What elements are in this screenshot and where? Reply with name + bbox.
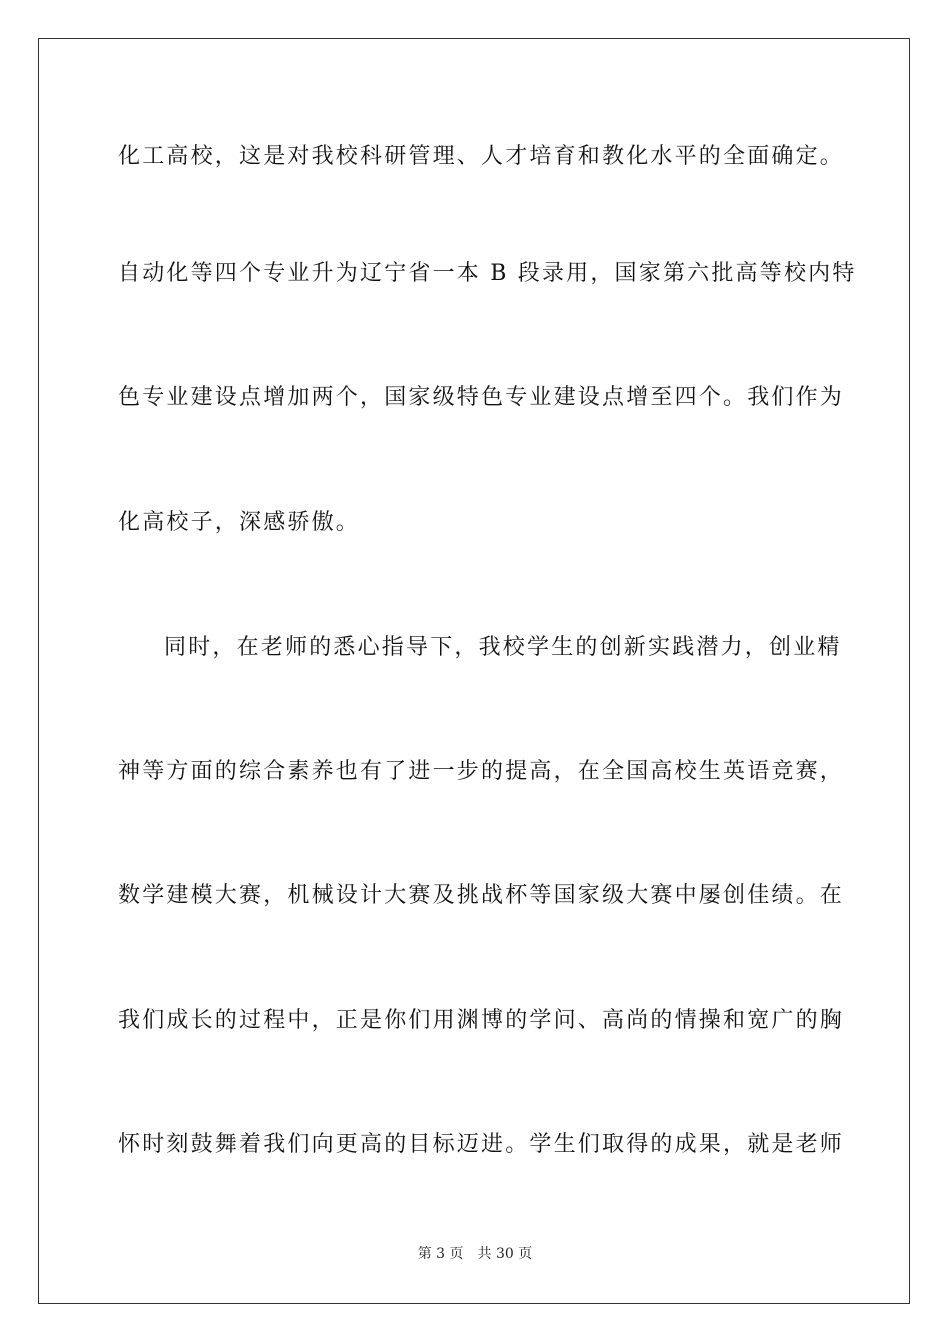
page-number: 第 3 页	[417, 1246, 464, 1262]
text-line-9: 怀时刻鼓舞着我们向更高的目标迈进。学生们取得的成果，就是老师	[118, 1132, 845, 1157]
text-line-7: 数学建模大赛，机械设计大赛及挑战杯等国家级大赛中屡创佳绩。在	[118, 883, 845, 908]
text-line-8: 我们成长的过程中，正是你们用渊博的学问、高尚的情操和宽广的胸	[118, 1008, 845, 1033]
text-line-3: 色专业建设点增加两个，国家级特色专业建设点增至四个。我们作为	[118, 385, 845, 410]
page-total: 共 30 页	[477, 1246, 533, 1262]
text-line-5: 同时，在老师的悉心指导下，我校学生的创新实践潜力，创业精	[164, 635, 842, 660]
text-line-6: 神等方面的综合素养也有了进一步的提高，在全国高校生英语竞赛，	[118, 759, 845, 784]
page-footer	[0, 1244, 950, 1264]
page-border	[38, 38, 910, 1304]
text-line-2: 自动化等四个专业升为辽宁省一本 B 段录用，国家第六批高等校内特	[118, 261, 857, 286]
text-line-4: 化高校子，深感骄傲。	[118, 510, 361, 535]
text-line-1: 化工高校，这是对我校科研管理、人才培育和教化水平的全面确定。	[118, 144, 845, 169]
